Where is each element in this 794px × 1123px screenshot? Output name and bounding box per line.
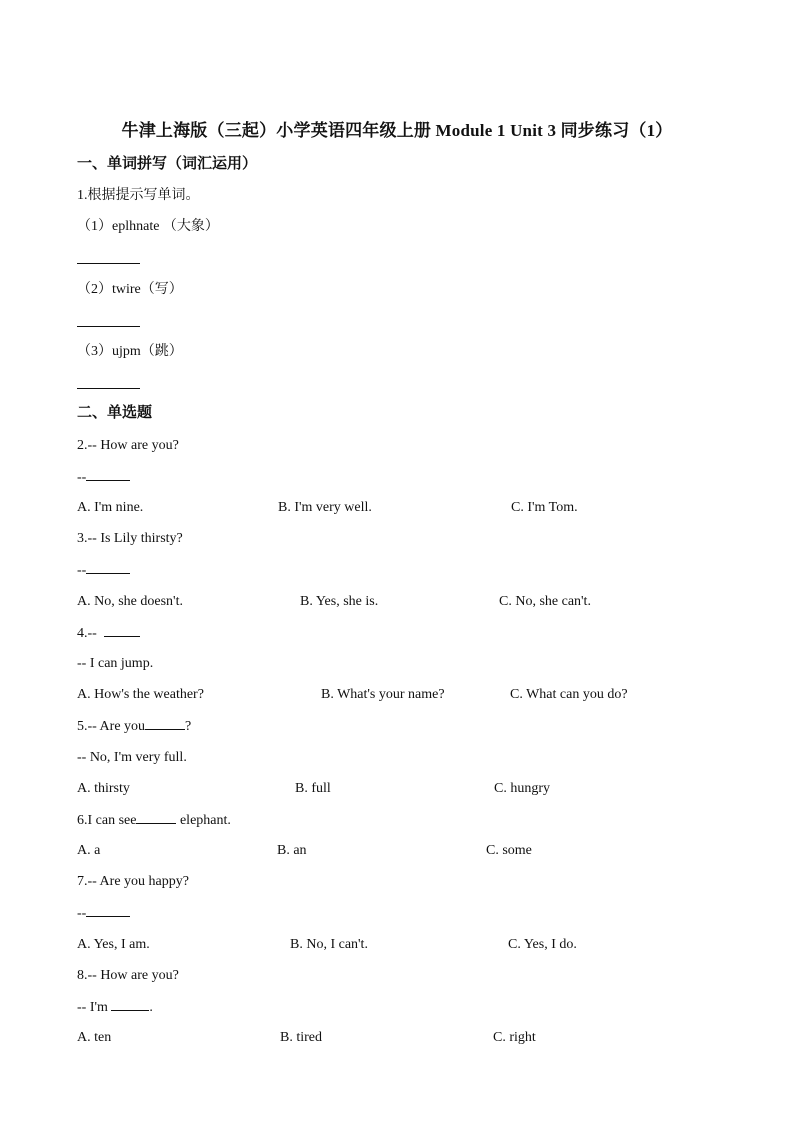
answer-blank[interactable]	[104, 624, 140, 637]
question-5-option-b[interactable]: B. full	[295, 781, 331, 796]
question-2-option-c[interactable]: C. I'm Tom.	[511, 500, 578, 515]
spelling-item-1: （1）eplhnate （大象）	[77, 219, 219, 234]
question-8-reply	[77, 998, 153, 1017]
reply-prefix: --	[77, 906, 87, 921]
spelling-item-3: （3）ujpm（跳）	[77, 344, 183, 359]
answer-blank[interactable]	[111, 998, 149, 1011]
question-4-option-a[interactable]: A. How's the weather?	[77, 687, 204, 702]
question-8-stem: 8.-- How are you?	[77, 968, 179, 983]
question-5-option-c[interactable]: C. hungry	[494, 781, 550, 796]
answer-blank[interactable]	[136, 811, 176, 824]
stem-suffix: ?	[185, 719, 192, 734]
question-7-option-a[interactable]: A. Yes, I am.	[77, 937, 150, 952]
section-heading-choice: 二、单选题	[77, 405, 153, 421]
answer-line-2[interactable]	[77, 326, 140, 327]
question-7-option-b[interactable]: B. No, I can't.	[290, 937, 368, 952]
question-1-stem: 1.根据提示写单词。	[77, 188, 200, 203]
stem-prefix: 5.-- Are you	[77, 719, 146, 734]
answer-blank[interactable]	[86, 468, 130, 481]
answer-blank[interactable]	[86, 904, 130, 917]
question-4-stem	[77, 624, 140, 643]
question-5-stem	[77, 717, 191, 736]
question-7-stem: 7.-- Are you happy?	[77, 874, 189, 889]
question-4-option-c[interactable]: C. What can you do?	[510, 687, 628, 702]
answer-blank[interactable]	[86, 561, 130, 574]
reply-suffix: .	[149, 1000, 153, 1015]
spelling-item-2: （2）twire（写）	[77, 282, 183, 297]
question-4-reply: -- I can jump.	[77, 656, 154, 671]
question-3-reply	[77, 561, 130, 580]
question-4-option-b[interactable]: B. What's your name?	[321, 687, 445, 702]
question-5-option-a[interactable]: A. thirsty	[77, 781, 130, 796]
question-6-stem	[77, 811, 231, 830]
question-6-option-b[interactable]: B. an	[277, 843, 307, 858]
section-heading-spelling: 一、单词拼写（词汇运用）	[77, 156, 258, 172]
stem-prefix: 4.--	[77, 626, 101, 641]
question-2-option-a[interactable]: A. I'm nine.	[77, 500, 144, 515]
answer-line-3[interactable]	[77, 388, 140, 389]
question-6-option-c[interactable]: C. some	[486, 843, 532, 858]
question-8-option-b[interactable]: B. tired	[280, 1030, 322, 1045]
question-5-reply: -- No, I'm very full.	[77, 750, 187, 765]
answer-blank[interactable]	[145, 717, 185, 730]
question-3-option-c[interactable]: C. No, she can't.	[499, 594, 591, 609]
page-title: 牛津上海版（三起）小学英语四年级上册 Module 1 Unit 3 同步练习（1）	[121, 121, 673, 140]
stem-prefix: 6.I can see	[77, 813, 137, 828]
answer-line-1[interactable]	[77, 263, 140, 264]
question-6-option-a[interactable]: A. a	[77, 843, 101, 858]
stem-suffix: elephant.	[176, 813, 231, 828]
question-3-stem: 3.-- Is Lily thirsty?	[77, 531, 183, 546]
question-8-option-a[interactable]: A. ten	[77, 1030, 112, 1045]
question-7-reply	[77, 904, 130, 923]
question-3-option-b[interactable]: B. Yes, she is.	[300, 594, 379, 609]
question-2-option-b[interactable]: B. I'm very well.	[278, 500, 372, 515]
reply-prefix: --	[77, 470, 87, 485]
reply-prefix: -- I'm	[77, 1000, 112, 1015]
reply-prefix: --	[77, 563, 87, 578]
question-8-option-c[interactable]: C. right	[493, 1030, 536, 1045]
question-2-stem: 2.-- How are you?	[77, 438, 179, 453]
question-7-option-c[interactable]: C. Yes, I do.	[508, 937, 577, 952]
question-2-reply	[77, 468, 130, 487]
question-3-option-a[interactable]: A. No, she doesn't.	[77, 594, 183, 609]
